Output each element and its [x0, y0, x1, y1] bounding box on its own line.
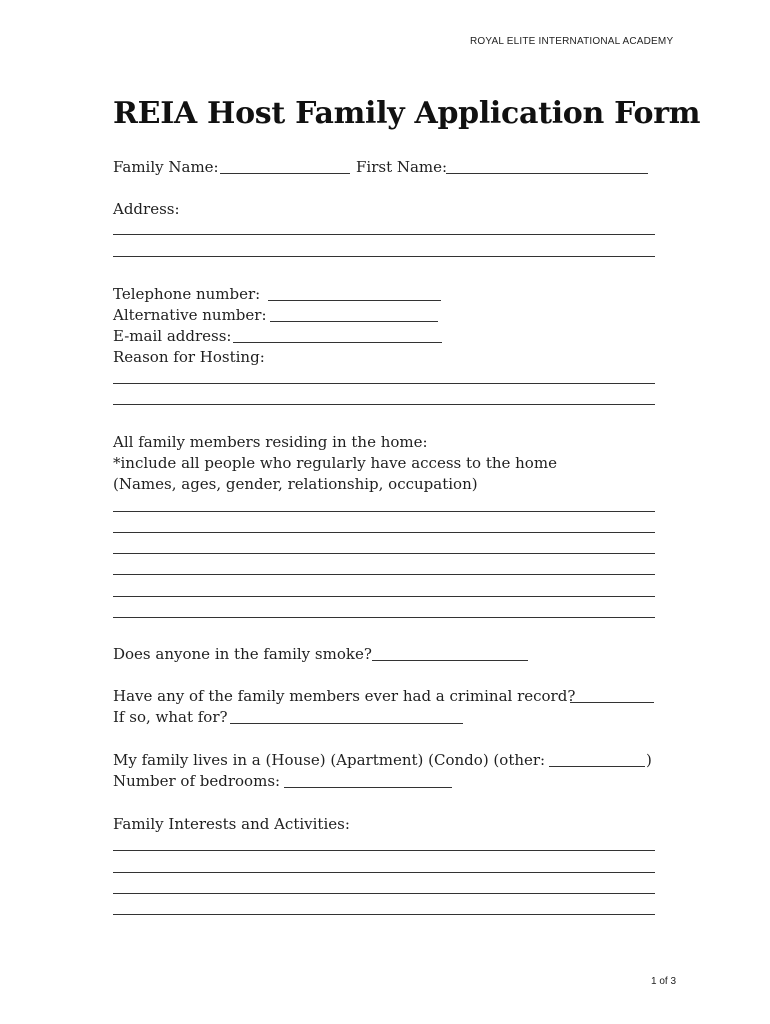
members-line-5[interactable]: [113, 596, 655, 597]
bedrooms-field[interactable]: [284, 787, 452, 788]
members-details: (Names, ages, gender, relationship, occupation): [113, 475, 478, 493]
criminal-record-question: Have any of the family members ever had a criminal record?: [113, 687, 576, 705]
telephone-field[interactable]: [268, 300, 441, 301]
lives-in-close-paren: ): [646, 751, 652, 769]
criminal-record-field[interactable]: [570, 702, 654, 703]
reason-line-1[interactable]: [113, 383, 655, 384]
interests-heading: Family Interests and Activities:: [113, 815, 350, 833]
interests-line-3[interactable]: [113, 893, 655, 894]
telephone-label: Telephone number:: [113, 285, 261, 303]
interests-line-4[interactable]: [113, 914, 655, 915]
reason-line-2[interactable]: [113, 404, 655, 405]
academy-header: ROYAL ELITE INTERNATIONAL ACADEMY: [470, 36, 674, 47]
address-line-1[interactable]: [113, 234, 655, 235]
members-line-2[interactable]: [113, 532, 655, 533]
members-note: *include all people who regularly have access to the home: [113, 454, 557, 472]
members-line-6[interactable]: [113, 617, 655, 618]
email-field[interactable]: [233, 342, 442, 343]
page-title: REIA Host Family Application Form: [113, 96, 701, 131]
interests-line-2[interactable]: [113, 872, 655, 873]
first-name-field[interactable]: [446, 173, 648, 174]
email-label: E-mail address:: [113, 327, 232, 345]
smoke-field[interactable]: [372, 660, 528, 661]
lives-in-question: My family lives in a (House) (Apartment) (Condo) (other:: [113, 751, 546, 769]
family-name-field[interactable]: [220, 173, 350, 174]
other-housing-field[interactable]: [549, 766, 645, 767]
smoke-question: Does anyone in the family smoke?: [113, 645, 372, 663]
interests-line-1[interactable]: [113, 850, 655, 851]
alternative-number-label: Alternative number:: [113, 306, 267, 324]
family-name-label: Family Name:: [113, 158, 219, 176]
members-heading: All family members residing in the home:: [113, 433, 428, 451]
reason-label: Reason for Hosting:: [113, 348, 265, 366]
if-so-field[interactable]: [230, 723, 463, 724]
bedrooms-label: Number of bedrooms:: [113, 772, 281, 790]
address-line-2[interactable]: [113, 256, 655, 257]
alternative-number-field[interactable]: [270, 321, 438, 322]
members-line-1[interactable]: [113, 511, 655, 512]
members-line-4[interactable]: [113, 574, 655, 575]
if-so-label: If so, what for?: [113, 708, 228, 726]
members-line-3[interactable]: [113, 553, 655, 554]
first-name-label: First Name:: [356, 158, 448, 176]
address-label: Address:: [113, 200, 180, 218]
page-number: 1 of 3: [651, 976, 677, 987]
